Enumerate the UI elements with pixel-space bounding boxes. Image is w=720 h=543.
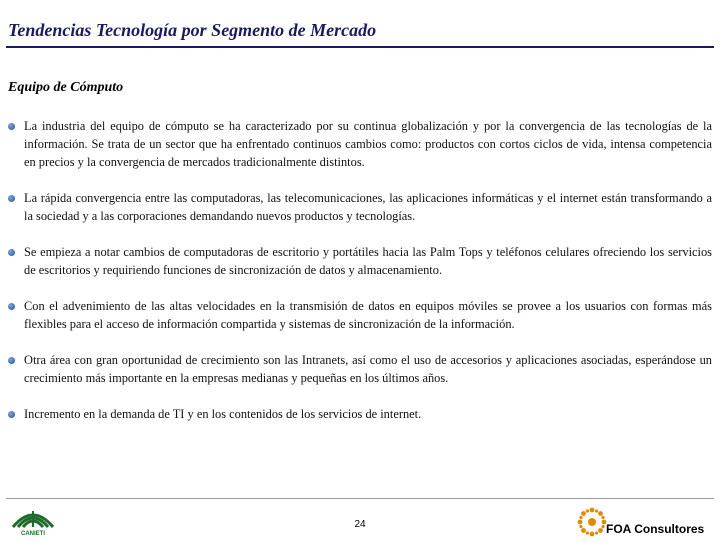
list-item xyxy=(8,189,712,225)
page-number: 24 xyxy=(354,519,366,530)
bullet-dot-icon xyxy=(8,195,15,202)
list-item xyxy=(8,405,712,423)
canieti-logo-text: CANIETI xyxy=(21,531,45,537)
bullet-dot-icon xyxy=(8,303,15,310)
bullet-dot-icon xyxy=(8,411,15,418)
bullet-text: Otra área con gran oportunidad de crecimiento son las Intranets, así como el uso de accesorios y aplicaciones asociadas, esperándose un crecimiento más importante en la empresas medianas y pequeñas en los últimos años. xyxy=(24,353,712,385)
foa-logo xyxy=(576,506,608,538)
bullet-dot-icon xyxy=(8,123,15,130)
canieti-logo xyxy=(8,505,58,537)
bullet-text: La rápida convergencia entre las computadoras, las telecomunicaciones, las aplicaciones informáticas y el internet están transformando a la sociedad y a las corporaciones demandando nuevos productos y tecnologías. xyxy=(24,191,712,223)
list-item xyxy=(8,243,712,279)
bullet-dot-icon xyxy=(8,249,15,256)
bullet-text: Se empieza a notar cambios de computadoras de escritorio y portátiles hacia las Palm Tops y teléfonos celulares ofreciendo los servicios de escritorios y requiriendo funciones de sincronización de datos y almacenamiento. xyxy=(24,245,712,277)
bullet-list xyxy=(8,117,712,423)
section-title: Equipo de Cómputo xyxy=(8,80,124,95)
bullet-text: Con el advenimiento de las altas velocidades en la transmisión de datos en equipos móviles se provee a los usuarios con formas más flexibles para el acceso de información compartida y sistemas de sincronización de la información. xyxy=(24,299,712,331)
footer-divider xyxy=(6,498,714,499)
page-title: Tendencias Tecnología por Segmento de Mercado xyxy=(8,20,377,40)
canieti-logo-icon xyxy=(8,505,58,529)
list-item xyxy=(8,117,712,171)
bullet-dot-icon xyxy=(8,357,15,364)
bullet-text: Incremento en la demanda de TI y en los contenidos de los servicios de internet. xyxy=(24,407,422,421)
foa-brand-text: FOA Consultores xyxy=(606,522,705,536)
list-item xyxy=(8,297,712,333)
list-item xyxy=(8,351,712,387)
bullet-text: La industria del equipo de cómputo se ha caracterizado por su continua globalización y por la convergencia de las tecnologías de la información. Se trata de un sector que ha enfrentado continuos cambios como: productos con cortos ciclos de vida, intensa competencia en precios y la convergencia de mercados tradicionalmente distintos. xyxy=(24,119,712,169)
foa-sunburst-icon xyxy=(576,506,608,538)
title-divider xyxy=(6,46,714,48)
